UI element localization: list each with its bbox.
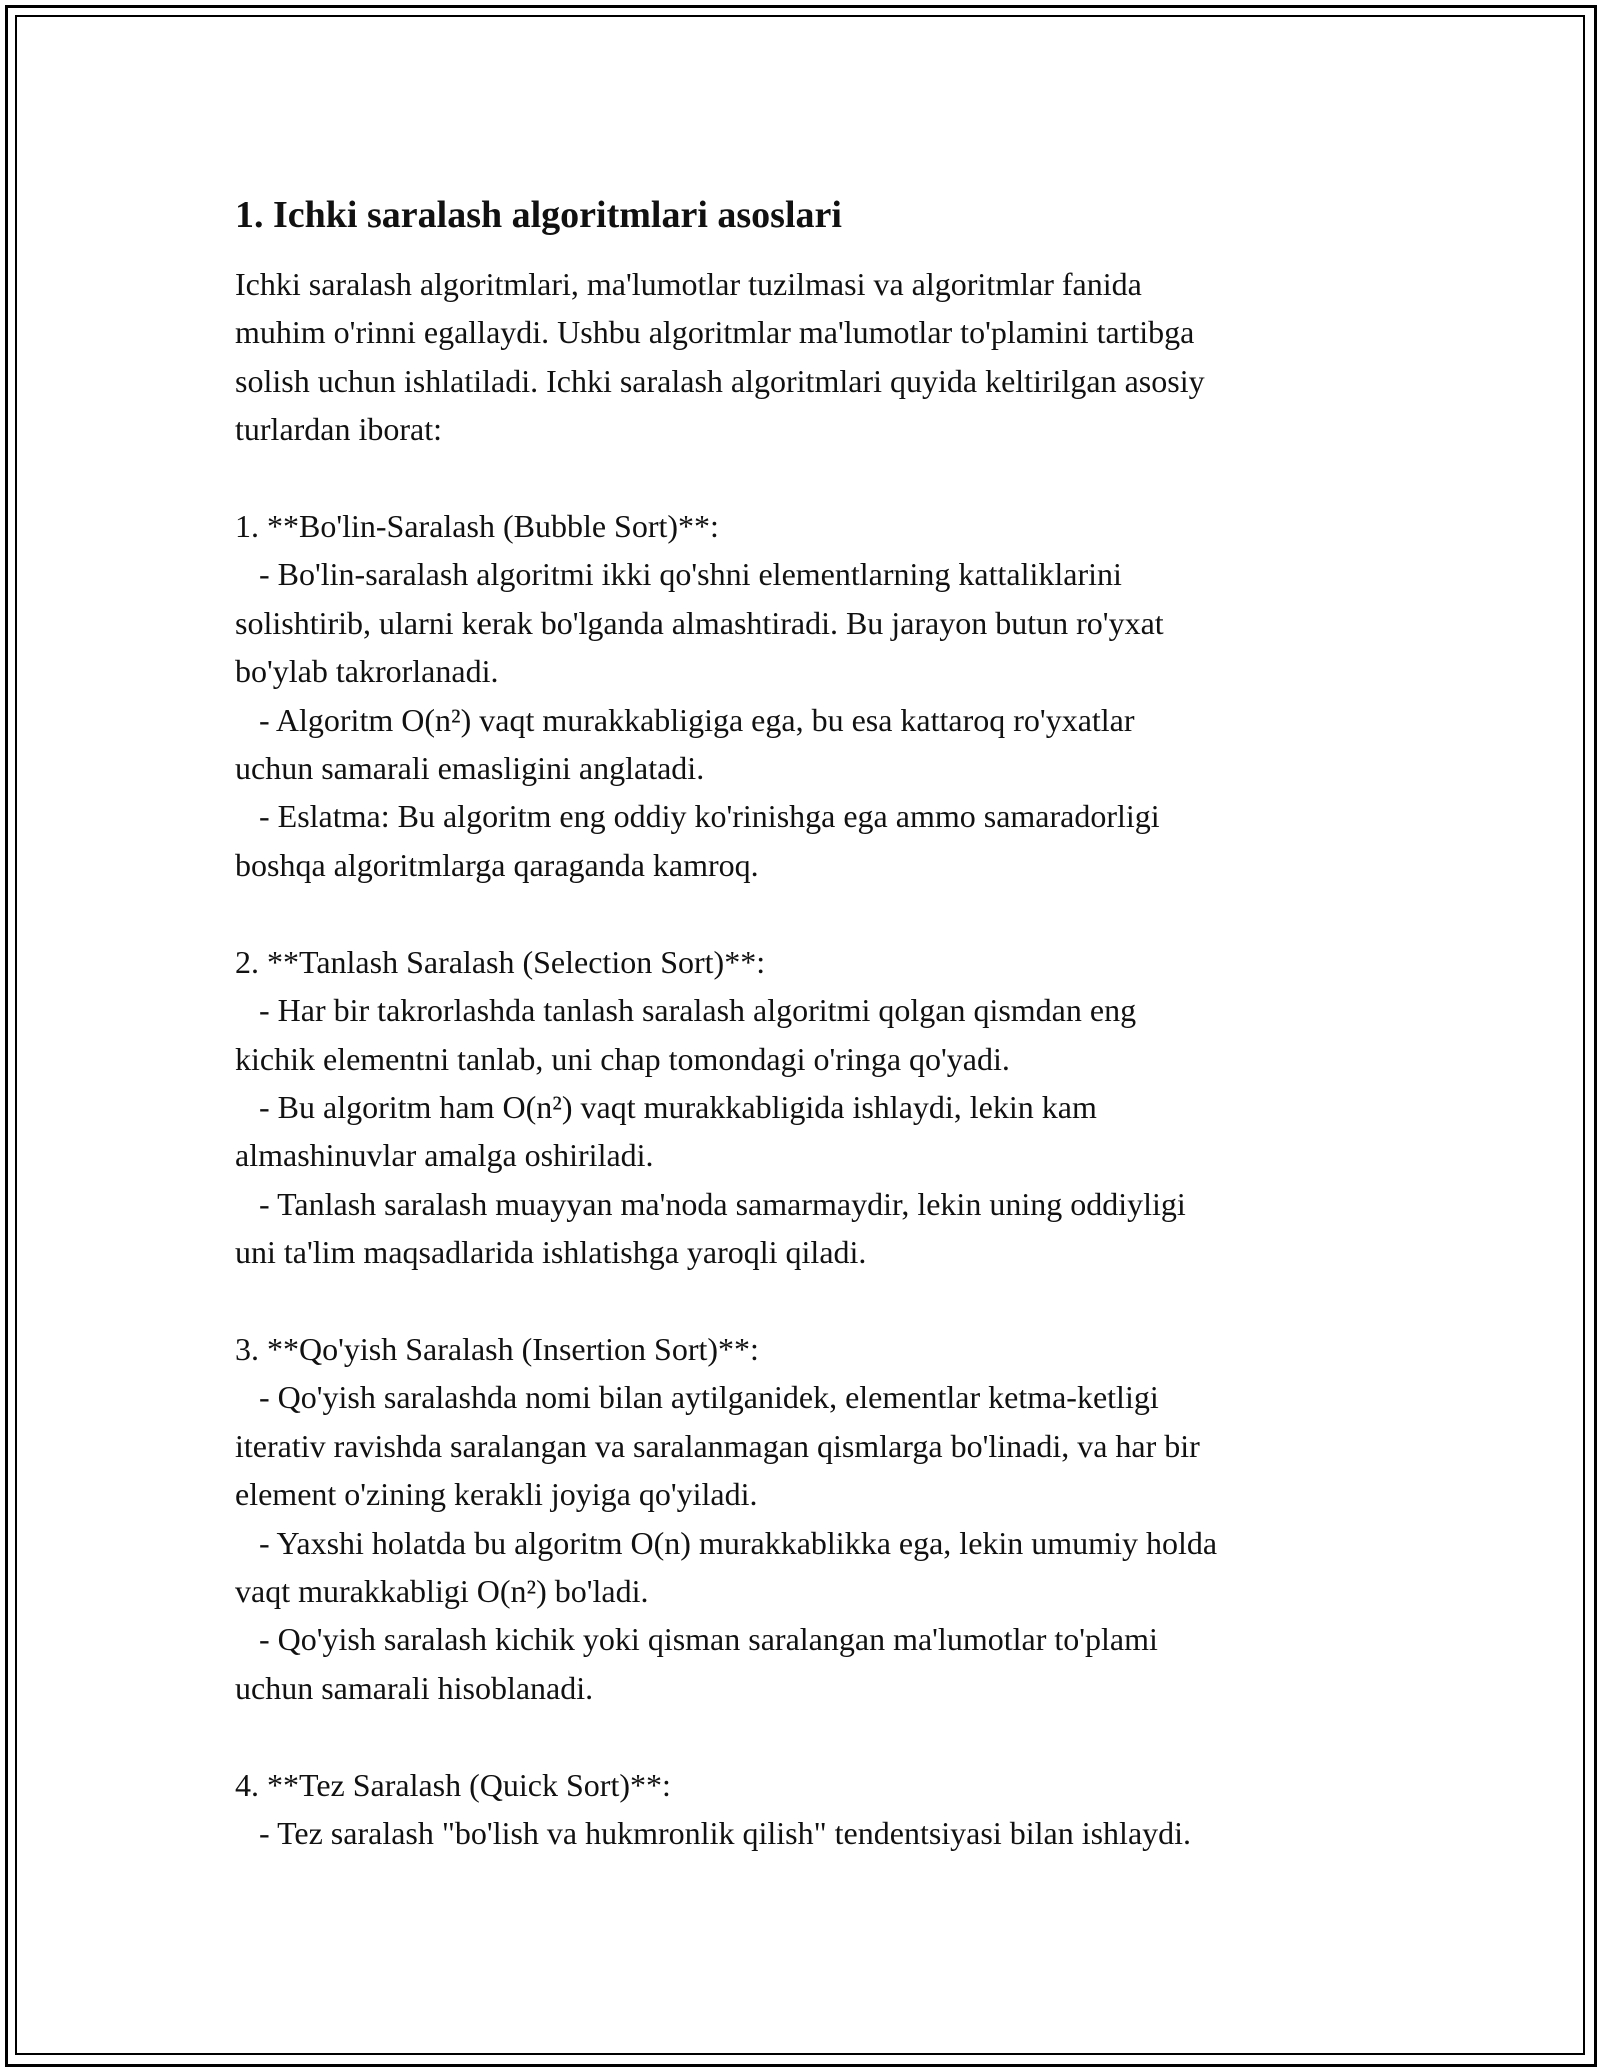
document-content bbox=[235, 185, 1395, 1857]
section-heading: 1. Ichki saralash algoritmlari asoslari bbox=[235, 194, 842, 236]
section-body: Ichki saralash algoritmlari, ma'lumotlar tuzilmasi va algoritmlar fanida muhim o'rinni egallaydi. Ushbu algoritmlar ma'lumotlar to'plamini tartibga solish uchun ishlatiladi. Ichki saralash algoritmlari quyida keltirilgan asosiy turlardan iborat: 1. **Bo'lin-Saralash (Bubble Sort)**: - Bo'lin-saralash algoritmi ikki qo'shni elementlarning kattaliklarini solishtirib, ularni kerak bo'lganda almashtiradi. Bu jarayon butun ro'yxat bo'ylab takrorlanadi. - Algoritm O(n²) vaqt murakkabligiga ega, bu esa kattaroq ro'yxatlar uchun samarali emasligini anglatadi. - Eslatma: Bu algoritm eng oddiy ko'rinishga ega ammo samaradorligi boshqa algoritmlarga qaraganda kamroq. 2. **Tanlash Saralash (Selection Sort)**: - Har bir takrorlashda tanlash saralash algoritmi qolgan qismdan eng kichik elementni tanlab, uni chap tomondagi o'ringa qo'yadi. - Bu algoritm ham O(n²) vaqt murakkabligida ishlaydi, lekin kam almashinuvlar amalga oshiriladi. - Tanlash saralash muayyan ma'noda samarmaydir, lekin uning oddiyligi uni ta'lim maqsadlarida ishlatishga yaroqli qiladi. 3. **Qo'yish Saralash (Insertion Sort)**: - Qo'yish saralashda nomi bilan aytilganidek, elementlar ketma-ketligi iterativ ravishda saralangan va saralanmagan qismlarga bo'linadi, va har bir element o'zining kerakli joyiga qo'yiladi. - Yaxshi holatda bu algoritm O(n) murakkablikka ega, lekin umumiy holda vaqt murakkabligi O(n²) bo'ladi. - Qo'yish saralash kichik yoki qisman saralangan ma'lumotlar to'plami uchun samarali hisoblanadi. 4. **Tez Saralash (Quick Sort)**: - Tez saralash "bo'lish va hukmronlik qilish" tendentsiyasi bilan ishlaydi. bbox=[235, 266, 1218, 1851]
